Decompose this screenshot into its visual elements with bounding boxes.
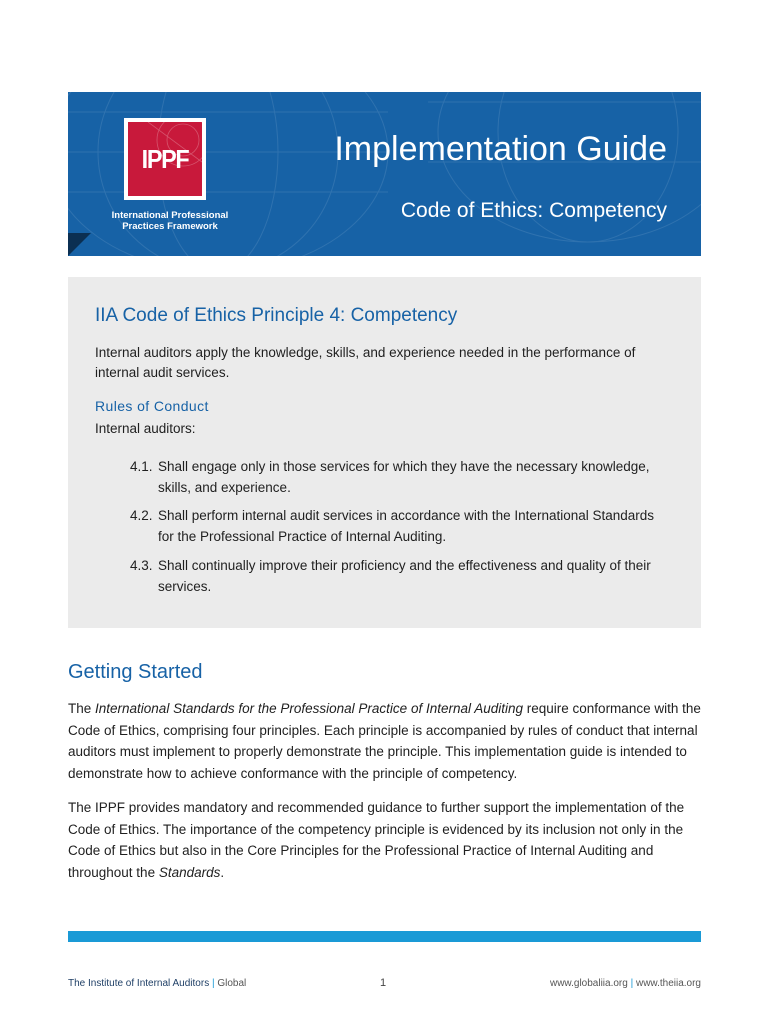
principle-heading: IIA Code of Ethics Principle 4: Competency <box>95 305 458 326</box>
paragraph-1-start: The <box>68 701 96 716</box>
rule-number: 4.1. <box>130 459 153 474</box>
paragraph-2-start: The IPPF provides mandatory and recommended guidance to further support the implementation of the Code of Ethics. The importance of the competency principle is evidenced by its inclusion not only in the Code of Ethics but also in the Core Principles for the Professional Practice of Internal Auditing and throughout the <box>68 800 685 880</box>
logo-caption <box>110 210 230 232</box>
rules-intro: Internal auditors: <box>95 421 196 436</box>
footer-links <box>550 978 701 989</box>
rules-heading: Rules of Conduct <box>95 398 209 414</box>
paragraph-2 <box>68 797 704 883</box>
logo-caption-line1: International Professional <box>111 210 229 221</box>
footer-link-theiia[interactable]: www.theiia.org <box>635 978 701 989</box>
standards-ref: Standards <box>158 864 221 880</box>
section-heading-getting-started: Getting Started <box>68 661 203 683</box>
rule-text: Shall perform internal audit services in accordance with the International Standards for the Professional Practice of Internal Auditing. <box>158 508 655 544</box>
footer-org-suffix: Global <box>217 978 247 989</box>
principle-box <box>68 277 701 628</box>
corner-fold <box>68 233 91 256</box>
paragraph-2-end: . <box>220 864 225 880</box>
footer-separator: | <box>209 978 218 989</box>
standards-title: International Standards for the Professional Practice of Internal Auditing <box>95 701 524 716</box>
ippf-logo <box>124 118 206 200</box>
rule-item <box>130 556 670 597</box>
page-number: 1 <box>380 977 387 989</box>
paragraph-1 <box>68 698 704 784</box>
principle-text: Internal auditors apply the knowledge, skills, and experience needed in the performance of internal audit services. <box>95 345 636 380</box>
rule-text: Shall continually improve their proficiency and the effectiveness and quality of their services. <box>158 558 651 594</box>
rule-number: 4.3. <box>130 558 153 573</box>
footer-link-globaliia[interactable]: www.globaliia.org <box>549 978 628 989</box>
footer-org-name: The Institute of Internal Auditors <box>68 978 210 989</box>
footer-bar <box>68 931 701 942</box>
page-subtitle: Code of Ethics: Competency <box>400 199 667 222</box>
rule-number: 4.2. <box>130 508 153 523</box>
rule-item <box>130 457 670 498</box>
rule-text: Shall engage only in those services for which they have the necessary knowledge, skills, and experience. <box>158 459 650 495</box>
footer-org <box>68 978 246 989</box>
logo-caption-line2: Practices Framework <box>122 221 218 232</box>
page-title: Implementation Guide <box>334 130 667 168</box>
logo-text: IPPF <box>141 144 189 174</box>
rule-item <box>130 506 670 547</box>
header-banner <box>68 92 701 256</box>
paragraph-1-end: require conformance with the Code of Ethics, comprising four principles. Each principle is accompanied by rules of conduct that internal auditors must implement to properly demonstrate the principle. This implementation guide is intended to demonstrate how to achieve conformance with the principle of competency. <box>68 701 701 781</box>
footer-link-separator: | <box>627 978 636 989</box>
